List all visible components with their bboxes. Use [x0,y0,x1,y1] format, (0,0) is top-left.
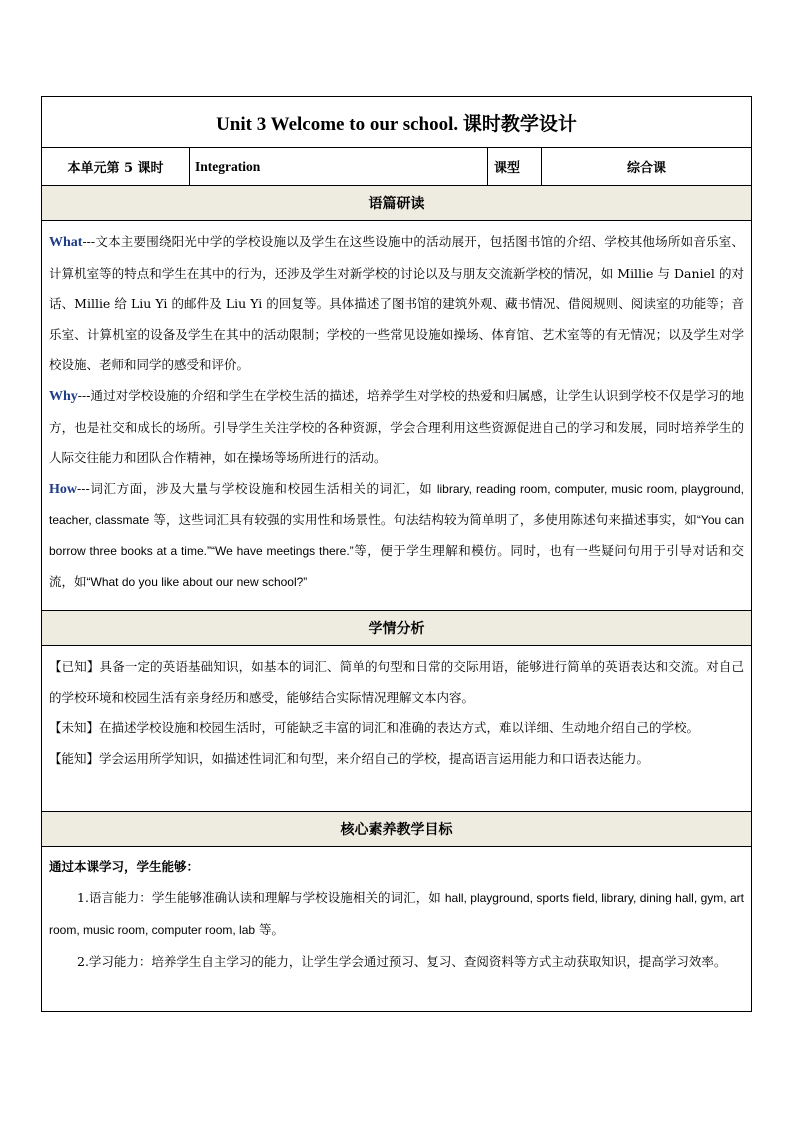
known-paragraph: 【已知】具备一定的英语基础知识，如基本的词汇、简单的句型和日常的交际用语，能够进行简单的英语表达和交流。对自己的学校环境和校园生活有亲身经历和感受，能够结合实际情况理解文本内容。 [49,659,744,705]
lesson-plan-table [41,96,752,1012]
goal-language [49,882,744,946]
how-text-2: 等，这些词汇具有较强的实用性和场景性。句法结构较为简单明了，多使用陈述句来描述事实，如 [149,512,697,528]
goal-learning: 2.学习能力：培养学生自主学习的能力，让学生学会通过预习、复习、查阅资料等方式主动获取知识，提高学习效率。 [77,954,727,969]
lesson-label: 本单元第 5 课时 [42,148,190,185]
goals-intro: 通过本课学习，学生能够： [49,859,200,874]
how-words: library, reading room, computer, music room, playground, teacher, classmate [49,481,744,528]
goal-language-end: 等。 [255,922,285,937]
section-header-goals: 核心素养教学目标 [42,811,751,846]
page-title: Unit 3 Welcome to our school. 课时教学设计 [216,113,577,135]
why-text: ---通过对学校设施的介绍和学生在学校生活的描述，培养学生对学校的热爱和归属感，让学生认识到学校不仅是学习的地方，也是社交和成长的场所。引导学生关注学校的各种资源，学会合理利用这些资源促进自己的学习和发展，同时培养学生的人际交往能力和团队合作精神，如在操场等场所进行的活动。 [49,387,744,466]
lesson-value: Integration [190,148,488,185]
why-paragraph [49,381,744,474]
section-header-student-analysis: 学情分析 [42,610,751,645]
goal-language-words: hall, playground, sports field, library, dining hall, gym, art room, music room, computer room, lab [49,891,744,937]
what-text: ---文本主要围绕阳光中学的学校设施以及学生在这些设施中的活动展开，包括图书馆的介绍、学校其他场所如音乐室、计算机室等的特点和学生在其中的行为，还涉及学生对新学校的讨论以及与朋友交流新学校的情况，如 Millie 与 Daniel 的对话、Millie 给 Liu Yi 的邮件及 Liu Yi 的回复等。具体描述了图书馆的建筑外观、藏书情况、借阅规则、阅读室的功能等；音乐室、计算机室的设备及学生在其中的活动限制；学校的一些常见设施如操场、体育馆、艺术室等的有无情况；以及学生对学校设施、老师和同学的感受和评价。 [49,234,744,373]
able-paragraph: 【能知】学会运用所学知识，如描述性词汇和句型，来介绍自己的学校，提高语言运用能力和口语表达能力。 [49,750,650,766]
what-label: What [49,235,83,250]
how-quote-1: “You can borrow three books at a time.” [49,513,744,558]
meta-row [42,147,751,185]
how-paragraph [49,474,744,597]
type-value: 综合课 [626,161,666,176]
text-study-body [42,220,751,610]
how-quote-2: “We have meetings there.” [210,543,354,558]
section-header-text-study: 语篇研读 [42,185,751,220]
what-paragraph [49,227,744,381]
type-label: 课型 [488,148,542,185]
goal-language-text: 1.语言能力：学生能够准确认读和理解与学校设施相关的词汇，如 [77,890,445,905]
how-label: How [49,481,77,497]
unknown-paragraph: 【未知】在描述学校设施和校园生活时，可能缺乏丰富的词汇和准确的表达方式，难以详细、生动地介绍自己的学校。 [49,720,700,736]
student-analysis-body [42,645,751,811]
how-text-3: 等，便于学生理解和模仿。同时，也有一些疑问句用于引导对话和交流，如 [49,542,744,589]
how-quote-3: “What do you like about our new school?” [86,574,308,589]
goals-body [42,846,751,1011]
why-label: Why [49,388,78,404]
how-text-1: ---词汇方面，涉及大量与学校设施和校园生活相关的词汇，如 [77,480,437,496]
